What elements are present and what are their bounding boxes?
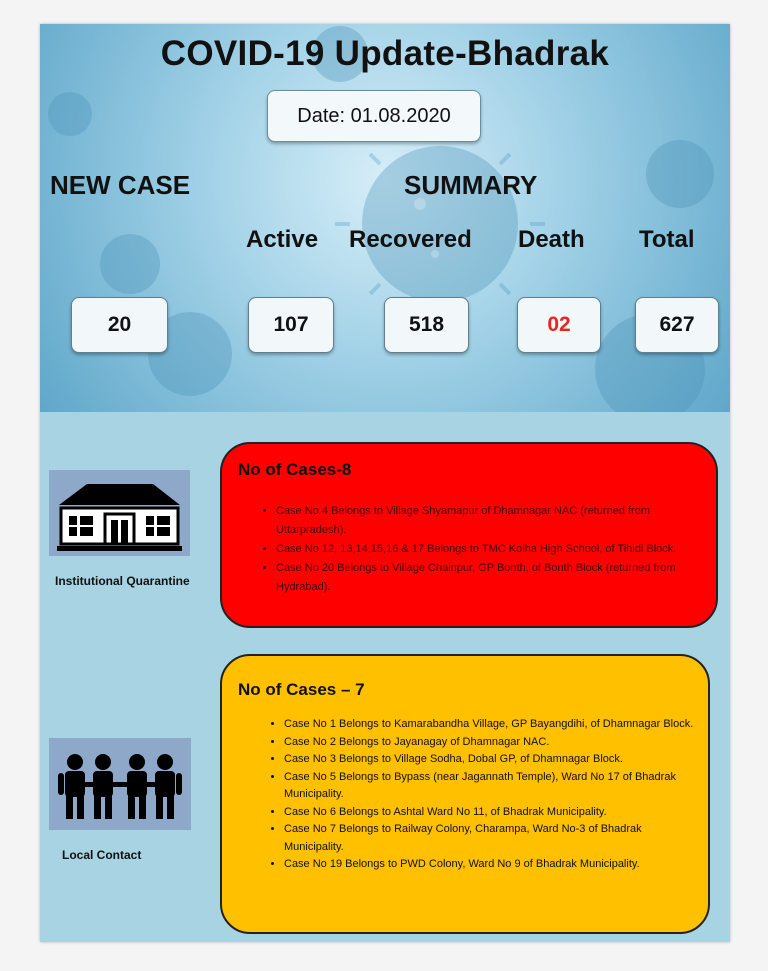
institutional-cases-box <box>220 442 718 628</box>
date-box: Date: 01.08.2020 <box>267 90 481 142</box>
list-item: • Case No 6 Belongs to Ashtal Ward No 11, of Bhadrak Municipality. <box>284 804 704 822</box>
list-item: • Case No 19 Belongs to PWD Colony, Ward No 9 of Bhadrak Municipality. <box>284 856 704 874</box>
institutional-quarantine-label: Institutional Quarantine <box>55 574 190 588</box>
local-cases-heading: No of Cases – 7 <box>238 680 365 699</box>
virus-background-art <box>40 24 730 412</box>
recovered-value: 518 <box>384 297 469 353</box>
list-item: • Case No 7 Belongs to Railway Colony, Charampa, Ward No-3 of Bhadrak Municipality. <box>284 821 704 856</box>
institutional-cases-heading: No of Cases-8 <box>238 460 352 479</box>
active-heading: Active <box>246 226 319 253</box>
death-heading: Death <box>518 226 585 253</box>
local-contact-label: Local Contact <box>62 848 142 862</box>
new-case-value: 20 <box>71 297 168 353</box>
death-value: 02 <box>517 297 601 353</box>
list-item: • Case No 1 Belongs to Kamarabandha Village, GP Bayangdihi, of Dhamnagar Block. <box>284 716 704 734</box>
list-item: • Case No 5 Belongs to Bypass (near Jagannath Temple), Ward No 17 of Bhadrak Municipality. <box>284 769 704 804</box>
local-contact-icon-panel <box>49 738 191 830</box>
page-title: COVID-19 Update-Bhadrak <box>160 34 610 73</box>
summary-heading: SUMMARY <box>404 170 538 200</box>
list-item: • Case No 12, 13,14,15,16 & 17 Belongs to TMC Kolha High School, of Tihidi Block. <box>276 540 696 559</box>
new-case-heading: NEW CASE <box>50 170 191 200</box>
people-group-icon <box>49 738 191 830</box>
list-item: • Case No 4 Belongs to Village Shyamapur of Dhamnagar NAC (returned from Uttarpradesh). <box>276 502 696 540</box>
list-item: • Case No 3 Belongs to Village Sodha, Dobal GP, of Dhamnagar Block. <box>284 751 704 769</box>
local-cases-box <box>220 654 710 934</box>
total-heading: Total <box>639 226 695 253</box>
school-building-icon <box>49 470 190 556</box>
list-item: • Case No 2 Belongs to Jayanagay of Dhamnagar NAC. <box>284 734 704 752</box>
active-value: 107 <box>248 297 334 353</box>
recovered-heading: Recovered <box>349 226 472 253</box>
local-case-list <box>264 716 704 874</box>
total-value: 627 <box>635 297 719 353</box>
institution-icon-panel <box>49 470 190 556</box>
list-item: • Case No 20 Belongs to Village Chainpur, GP Bonth, of Bonth Block (returned from Hydrabad). <box>276 559 696 597</box>
virus-banner <box>40 24 730 412</box>
institutional-case-list <box>256 502 696 597</box>
bulletin-page <box>40 24 730 942</box>
